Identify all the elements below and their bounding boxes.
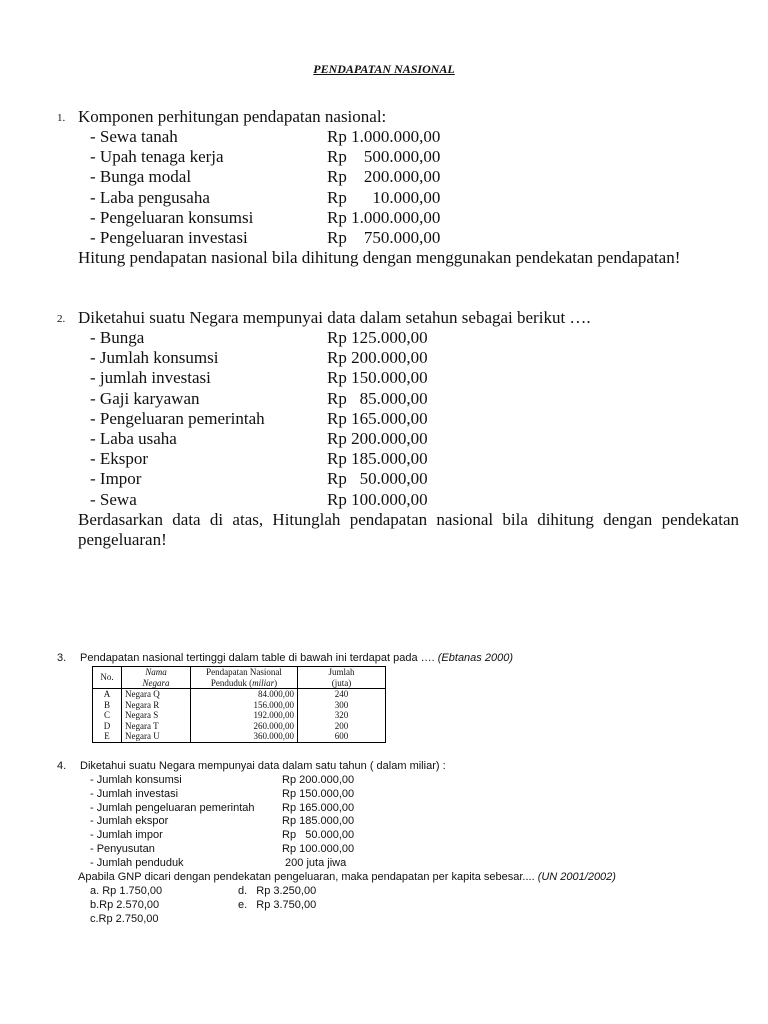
list-item-value: Rp 185.000,00 xyxy=(282,815,355,828)
list-item-value: Rp 500.000,00 xyxy=(327,147,441,167)
list-item-value: Rp 100.000,00 xyxy=(282,843,355,855)
list-item-label: - Bunga xyxy=(90,328,145,347)
list-item-label: - Sewa tanah xyxy=(90,127,178,146)
list-item-label: - Jumlah investasi xyxy=(90,787,179,800)
list-item-label: - Gaji karyawan xyxy=(90,388,200,408)
question-4-number: 4. xyxy=(57,760,67,772)
table-row: C Negara S 192.000,00 320 xyxy=(93,710,386,721)
list-item-value: Rp 10.000,00 xyxy=(327,187,441,207)
list-item-value: Rp 750.000,00 xyxy=(327,228,441,247)
list-item-label: - Laba usaha xyxy=(90,429,177,448)
question-2-prompt: Berdasarkan data di atas, Hitunglah pendapatan nasional bila dihitung dengan pendekatan pengeluaran! xyxy=(78,510,739,550)
table-row: A Negara Q 84.000,00 240 xyxy=(93,689,386,700)
list-item-value: Rp 200.000,00 xyxy=(327,167,441,187)
list-item-value: Rp 125.000,00 xyxy=(327,328,428,347)
table-row: D Negara T 260.000,00 200 xyxy=(93,721,386,732)
list-item-value: Rp 185.000,00 xyxy=(327,449,428,469)
list-item-label: - Pengeluaran pemerintah xyxy=(90,408,265,428)
list-item-label: - Jumlah konsumsi xyxy=(90,774,182,786)
header-jumlah: Jumlah (juta) xyxy=(298,667,386,689)
question-2-heading: Diketahui suatu Negara mempunyai data dalam setahun sebagai berikut …. xyxy=(78,308,591,327)
question-3-prompt: Pendapatan nasional tertinggi dalam table di bawah ini terdapat pada …. xyxy=(80,652,435,664)
list-item-value: Rp 1.000.000,00 xyxy=(327,127,441,146)
list-item-value: Rp 100.000,00 xyxy=(327,489,428,509)
question-3-number: 3. xyxy=(57,652,67,664)
list-item-label: - Jumlah pengeluaran pemerintah xyxy=(90,801,255,814)
table-header-row xyxy=(93,667,386,689)
list-item-label: - jumlah investasi xyxy=(90,368,211,388)
header-no: No. xyxy=(93,667,122,689)
list-item-value: Rp 150.000,00 xyxy=(327,368,428,388)
list-item-value: Rp 200.000,00 xyxy=(327,348,428,368)
list-item-value: Rp 85.000,00 xyxy=(327,388,428,408)
option-b: b.Rp 2.570,00 xyxy=(90,899,160,911)
question-4-source: (UN 2001/2002) xyxy=(537,871,616,883)
list-item-label: - Jumlah impor xyxy=(90,829,163,842)
national-income-table xyxy=(92,666,386,743)
option-d-value: Rp 3.250,00 xyxy=(256,885,317,897)
list-item-value: Rp 200.000,00 xyxy=(327,429,428,448)
list-item-label: - Jumlah konsumsi xyxy=(90,348,219,368)
list-item-label: - Jumlah ekspor xyxy=(90,815,169,828)
question-3-text xyxy=(80,652,513,666)
list-item-value: Rp 165.000,00 xyxy=(327,408,428,428)
option-d xyxy=(238,885,316,899)
option-d-letter: d. xyxy=(238,885,248,897)
list-item-label: - Laba pengusaha xyxy=(90,187,210,207)
option-e-value: Rp 3.750,00 xyxy=(256,899,317,911)
question-4-text xyxy=(78,871,616,885)
page-title: PENDAPATAN NASIONAL xyxy=(313,62,455,76)
list-item-value: Rp 200.000,00 xyxy=(282,774,355,786)
table-row: E Negara U 360.000,00 600 xyxy=(93,731,386,742)
list-item-label: - Ekspor xyxy=(90,449,149,469)
list-item-value: 200 juta jiwa xyxy=(282,856,347,869)
list-item-value: Rp 50.000,00 xyxy=(327,469,428,489)
question-4-prompt: Apabila GNP dicari dengan pendekatan pengeluaran, maka pendapatan per kapita sebesar.... xyxy=(78,871,535,883)
option-e-letter: e. xyxy=(238,899,248,911)
list-item-label: - Upah tenaga kerja xyxy=(90,147,224,167)
option-e xyxy=(238,899,316,913)
header-nama: Nama Negara xyxy=(122,667,191,689)
header-pendapatan: Pendapatan Nasional Penduduk (miliar) xyxy=(191,667,298,689)
list-item-label: - Jumlah penduduk xyxy=(90,856,184,869)
list-item-label: - Penyusutan xyxy=(90,843,155,855)
question-1-number: 1. xyxy=(57,112,66,124)
list-item-value: Rp 150.000,00 xyxy=(282,787,355,800)
list-item-label: - Impor xyxy=(90,469,142,489)
list-item-label: - Pengeluaran investasi xyxy=(90,228,248,247)
question-1-prompt: Hitung pendapatan nasional bila dihitung dengan menggunakan pendekatan pendapatan! xyxy=(78,248,681,267)
question-4-heading: Diketahui suatu Negara mempunyai data dalam satu tahun ( dalam miliar) : xyxy=(80,760,446,772)
list-item-value: Rp 50.000,00 xyxy=(282,829,355,842)
option-c: c.Rp 2.750,00 xyxy=(90,913,159,925)
question-2-number: 2. xyxy=(57,313,66,325)
option-a: a. Rp 1.750,00 xyxy=(90,885,163,897)
table-row: B Negara R 156.000,00 300 xyxy=(93,700,386,711)
question-3-source: (Ebtanas 2000) xyxy=(437,652,513,664)
list-item-value: Rp 165.000,00 xyxy=(282,801,355,814)
list-item-value: Rp 1.000.000,00 xyxy=(327,207,441,227)
list-item-label: - Sewa xyxy=(90,489,137,509)
list-item-label: - Pengeluaran konsumsi xyxy=(90,207,254,227)
list-item-label: - Bunga modal xyxy=(90,167,192,187)
question-1-heading: Komponen perhitungan pendapatan nasional: xyxy=(78,107,387,126)
